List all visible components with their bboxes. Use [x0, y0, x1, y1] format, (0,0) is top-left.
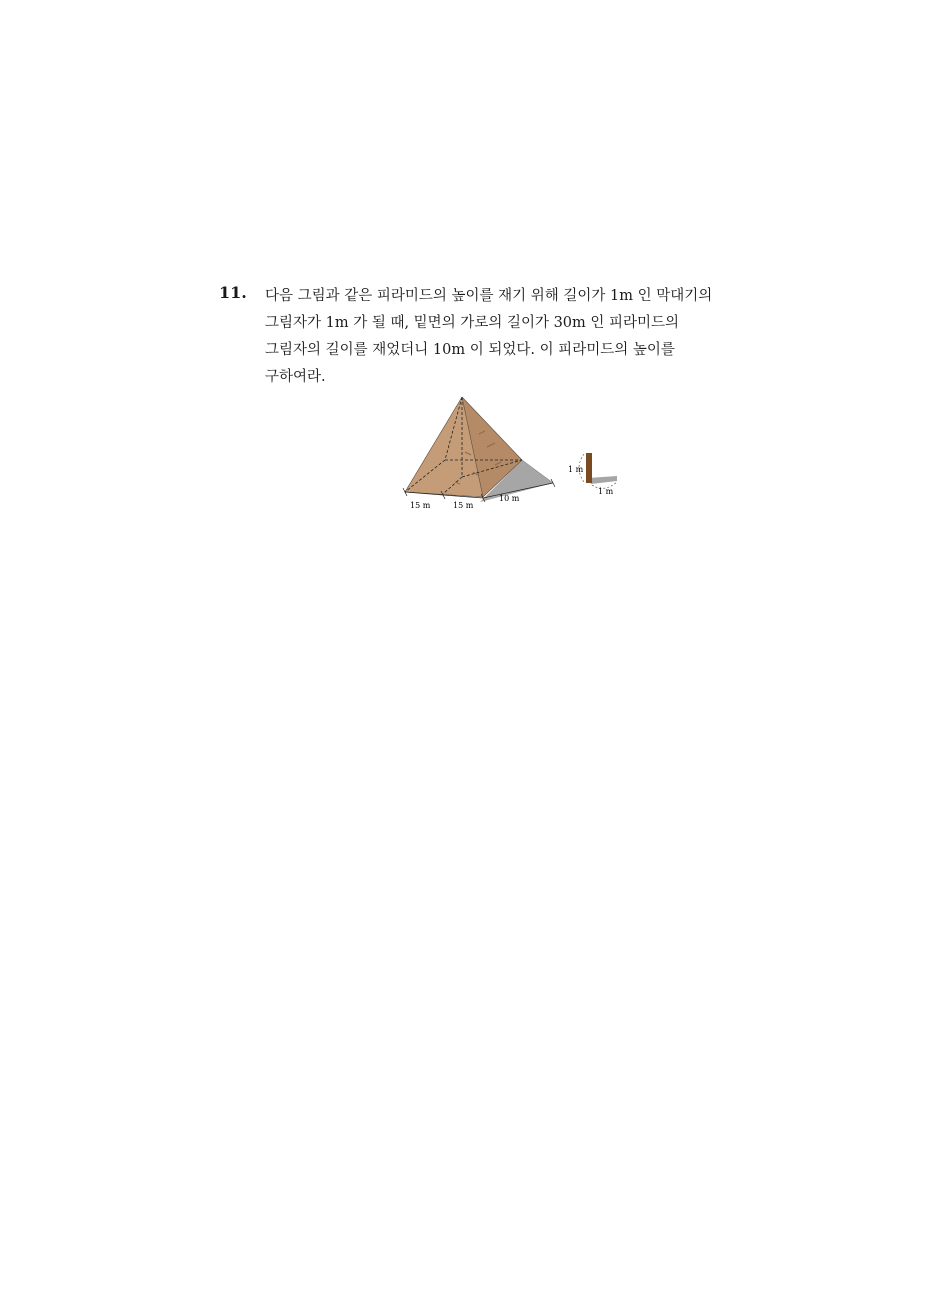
pyramid-figure [395, 392, 625, 521]
label-stick-shadow: 1 m [598, 487, 614, 496]
label-pyramid-shadow: 10 m [499, 494, 520, 503]
question-line-4: 구하여라. [265, 369, 326, 385]
label-stick-height: 1 m [568, 465, 584, 474]
question-line-1: 다음 그림과 같은 피라미드의 높이를 재기 위해 길이가 1m 인 막대기의 [265, 288, 713, 304]
question-text [265, 283, 785, 391]
stick [586, 453, 592, 483]
label-half-base-left: 15 m [410, 501, 431, 510]
question-line-2: 그림자가 1m 가 될 때, 밑면의 가로의 길이가 30m 인 피라미드의 [265, 315, 680, 331]
pyramid-diagram [395, 392, 625, 517]
question-line-3: 그림자의 길이를 재었더니 10m 이 되었다. 이 피라미드의 높이를 [265, 342, 675, 358]
question-number: 11. [219, 283, 247, 302]
stick-shadow [588, 476, 617, 484]
label-half-base-right: 15 m [453, 501, 474, 510]
